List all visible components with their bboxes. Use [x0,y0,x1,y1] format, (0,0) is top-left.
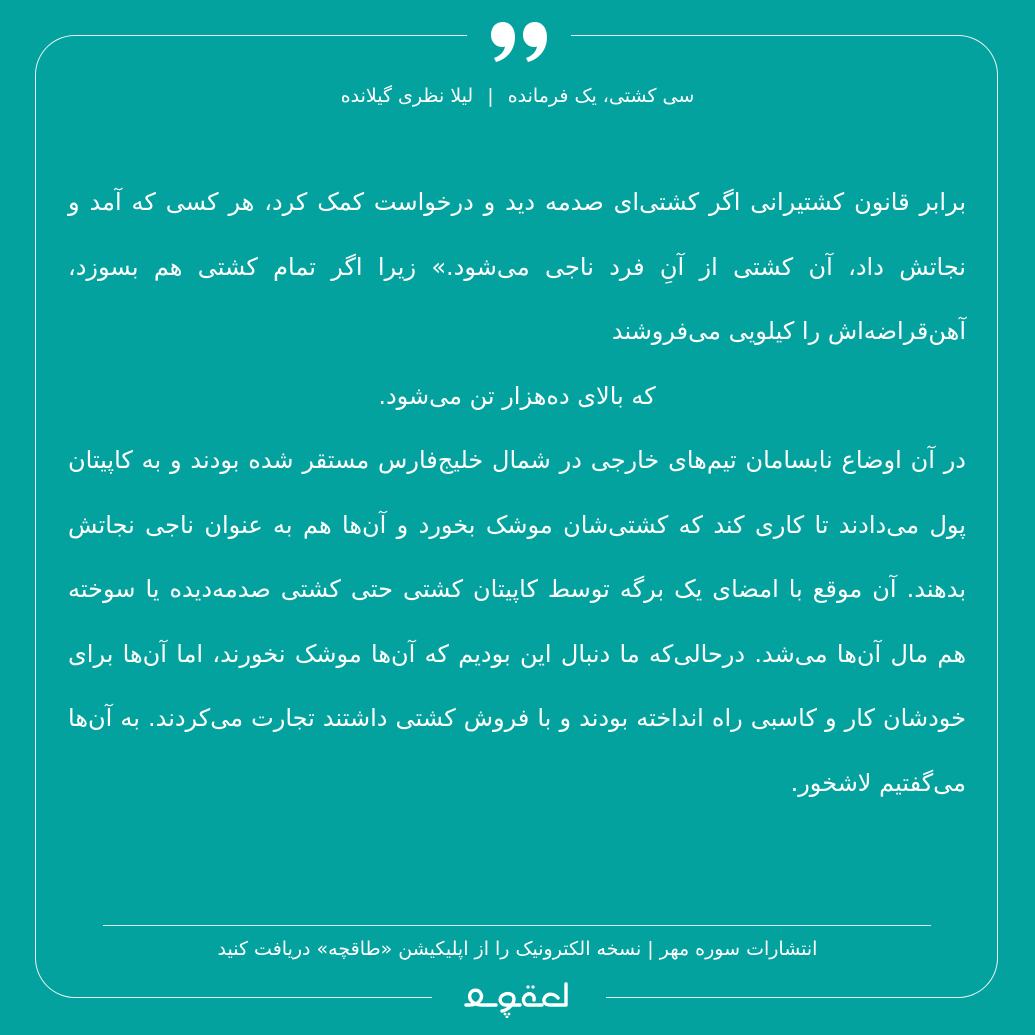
book-source-line [0,82,1035,110]
quote-body [68,170,966,815]
quote-paragraph: که بالای ده‌هزار تن می‌شود. [378,381,656,410]
taaghche-logo-icon[interactable] [462,978,574,1018]
footer-divider [103,925,931,926]
book-title: سی کشتی، یک فرمانده [507,85,695,107]
double-quote-icon [490,20,548,64]
publisher-note: انتشارات سوره مهر | نسخه الکترونیک را از اپلیکیشن «طاقچه» دریافت کنید [217,938,818,960]
quote-paragraph: در آن اوضاع نابسامان تیم‌های خارجی در شمال خلیج‌فارس مستقر شده بودند و به کاپیتان پول می‌دادند تا کاری کند که کشتی‌شان موشک بخورد و آن‌ها هم به عنوان ناجی نجاتش بدهند. آن موقع با امضای یک برگه توسط کاپیتان کشتی حتی کشتی صدمه‌دیده یا سوخته هم مال آن‌ها می‌شد. درحالی‌که ما دنبال این بودیم که آن‌ها موشک نخورند، اما آن‌ها برای خودشان کار و کاسبی راه انداخته بودند و با فروش کشتی داشتند تجارت می‌کردند. به آن‌ها می‌گفتیم لاشخور. [68,446,966,797]
author-name: لیلا نظری گیلانده [340,85,474,107]
quote-paragraph: برابر قانون کشتیرانی اگر کشتی‌ای صدمه دید و درخواست کمک کرد، هر کسی که آمد و نجاتش داد، آن کشتی از آنِ فرد ناجی می‌شود.» زیرا اگر تمام کشتی هم بسوزد، آهن‌قراضه‌اش را کیلویی می‌فروشند [68,188,966,345]
source-separator: | [487,85,494,107]
